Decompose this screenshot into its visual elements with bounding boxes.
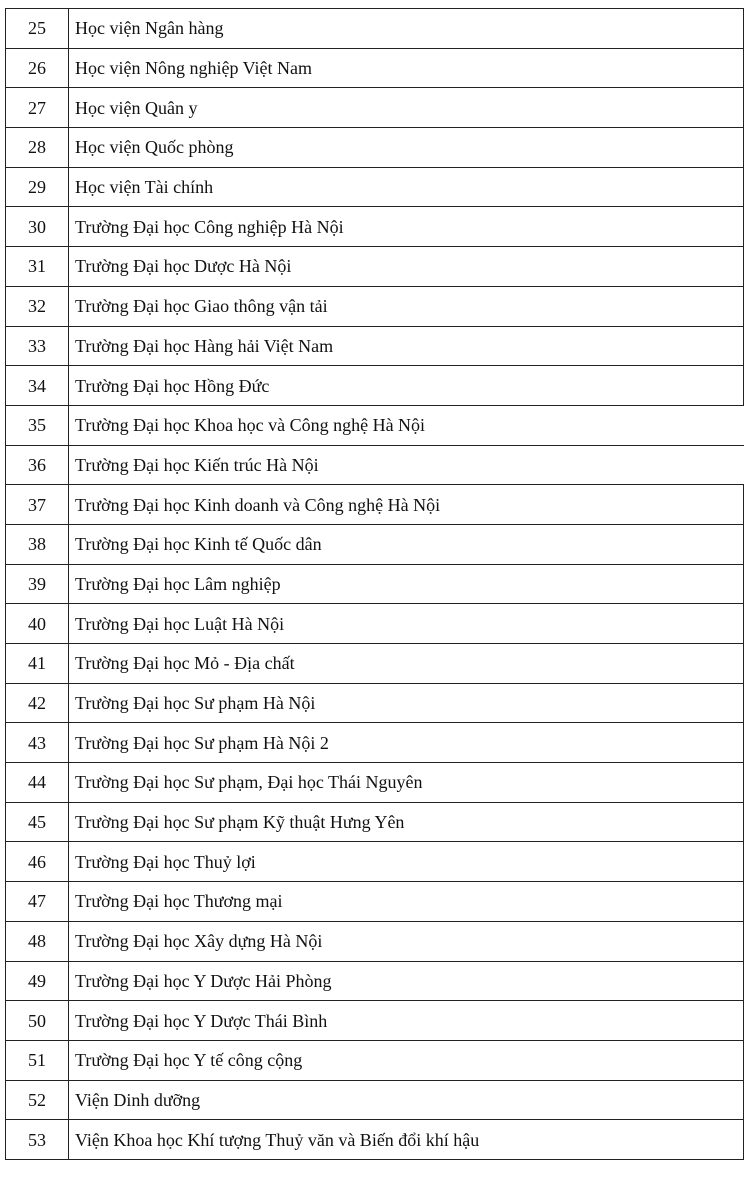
table-row <box>6 604 744 644</box>
table-row <box>6 9 744 49</box>
row-number: 47 <box>6 882 69 922</box>
table-row <box>6 564 744 604</box>
row-number: 52 <box>6 1080 69 1120</box>
institution-name: Viện Khoa học Khí tượng Thuỷ văn và Biến đổi khí hậu <box>69 1120 744 1160</box>
institution-name: Trường Đại học Thương mại <box>69 882 744 922</box>
row-number: 29 <box>6 167 69 207</box>
institution-name: Trường Đại học Y Dược Hải Phòng <box>69 961 744 1001</box>
row-number: 53 <box>6 1120 69 1160</box>
institution-name: Trường Đại học Sư phạm Hà Nội <box>69 683 744 723</box>
institution-name: Trường Đại học Xây dựng Hà Nội <box>69 921 744 961</box>
row-number: 51 <box>6 1040 69 1080</box>
row-number: 28 <box>6 128 69 168</box>
table-row <box>6 207 744 247</box>
institution-name: Trường Đại học Luật Hà Nội <box>69 604 744 644</box>
institution-name: Học viện Ngân hàng <box>69 9 744 49</box>
institution-name: Trường Đại học Sư phạm, Đại học Thái Nguyên <box>69 763 744 803</box>
institution-table-body <box>6 9 744 1160</box>
institution-name: Trường Đại học Thuỷ lợi <box>69 842 744 882</box>
row-number: 42 <box>6 683 69 723</box>
row-number: 31 <box>6 247 69 287</box>
table-row <box>6 802 744 842</box>
row-number: 45 <box>6 802 69 842</box>
institution-name: Viện Dinh dưỡng <box>69 1080 744 1120</box>
table-row <box>6 485 744 525</box>
table-row <box>6 1120 744 1160</box>
table-row <box>6 1080 744 1120</box>
row-number: 32 <box>6 286 69 326</box>
row-number: 50 <box>6 1001 69 1041</box>
table-row <box>6 921 744 961</box>
institution-name: Học viện Quốc phòng <box>69 128 744 168</box>
institution-name: Trường Đại học Hàng hải Việt Nam <box>69 326 744 366</box>
row-number: 37 <box>6 485 69 525</box>
table-row <box>6 366 744 406</box>
table-row <box>6 247 744 287</box>
row-number: 34 <box>6 366 69 406</box>
institution-name: Trường Đại học Kinh doanh và Công nghệ Hà Nội <box>69 485 744 525</box>
row-number: 33 <box>6 326 69 366</box>
row-number: 35 <box>6 405 69 445</box>
institution-table <box>5 8 744 1160</box>
table-row <box>6 88 744 128</box>
row-number: 41 <box>6 644 69 684</box>
table-row <box>6 48 744 88</box>
institution-name: Trường Đại học Hồng Đức <box>69 366 744 406</box>
row-number: 30 <box>6 207 69 247</box>
row-number: 49 <box>6 961 69 1001</box>
table-row <box>6 128 744 168</box>
table-row <box>6 405 744 445</box>
table-row <box>6 167 744 207</box>
table-row <box>6 961 744 1001</box>
table-row <box>6 326 744 366</box>
table-row <box>6 683 744 723</box>
table-row <box>6 1040 744 1080</box>
table-row <box>6 445 744 485</box>
row-number: 40 <box>6 604 69 644</box>
table-row <box>6 644 744 684</box>
row-number: 27 <box>6 88 69 128</box>
institution-name: Trường Đại học Công nghiệp Hà Nội <box>69 207 744 247</box>
table-row <box>6 723 744 763</box>
table-row <box>6 882 744 922</box>
table-row <box>6 524 744 564</box>
table-row <box>6 763 744 803</box>
institution-name: Trường Đại học Y tế công cộng <box>69 1040 744 1080</box>
institution-name: Trường Đại học Kiến trúc Hà Nội <box>69 445 744 485</box>
row-number: 39 <box>6 564 69 604</box>
institution-name: Trường Đại học Y Dược Thái Bình <box>69 1001 744 1041</box>
row-number: 43 <box>6 723 69 763</box>
institution-name: Trường Đại học Dược Hà Nội <box>69 247 744 287</box>
table-row <box>6 286 744 326</box>
row-number: 46 <box>6 842 69 882</box>
table-row <box>6 1001 744 1041</box>
table-row <box>6 842 744 882</box>
institution-name: Trường Đại học Khoa học và Công nghệ Hà Nội <box>69 405 744 445</box>
row-number: 48 <box>6 921 69 961</box>
row-number: 26 <box>6 48 69 88</box>
institution-name: Trường Đại học Kinh tế Quốc dân <box>69 524 744 564</box>
row-number: 38 <box>6 524 69 564</box>
row-number: 36 <box>6 445 69 485</box>
institution-name: Trường Đại học Mỏ - Địa chất <box>69 644 744 684</box>
institution-name: Học viện Quân y <box>69 88 744 128</box>
institution-name: Trường Đại học Lâm nghiệp <box>69 564 744 604</box>
row-number: 44 <box>6 763 69 803</box>
institution-name: Trường Đại học Sư phạm Kỹ thuật Hưng Yên <box>69 802 744 842</box>
institution-name: Trường Đại học Giao thông vận tải <box>69 286 744 326</box>
institution-name: Học viện Nông nghiệp Việt Nam <box>69 48 744 88</box>
institution-name: Học viện Tài chính <box>69 167 744 207</box>
row-number: 25 <box>6 9 69 49</box>
institution-name: Trường Đại học Sư phạm Hà Nội 2 <box>69 723 744 763</box>
